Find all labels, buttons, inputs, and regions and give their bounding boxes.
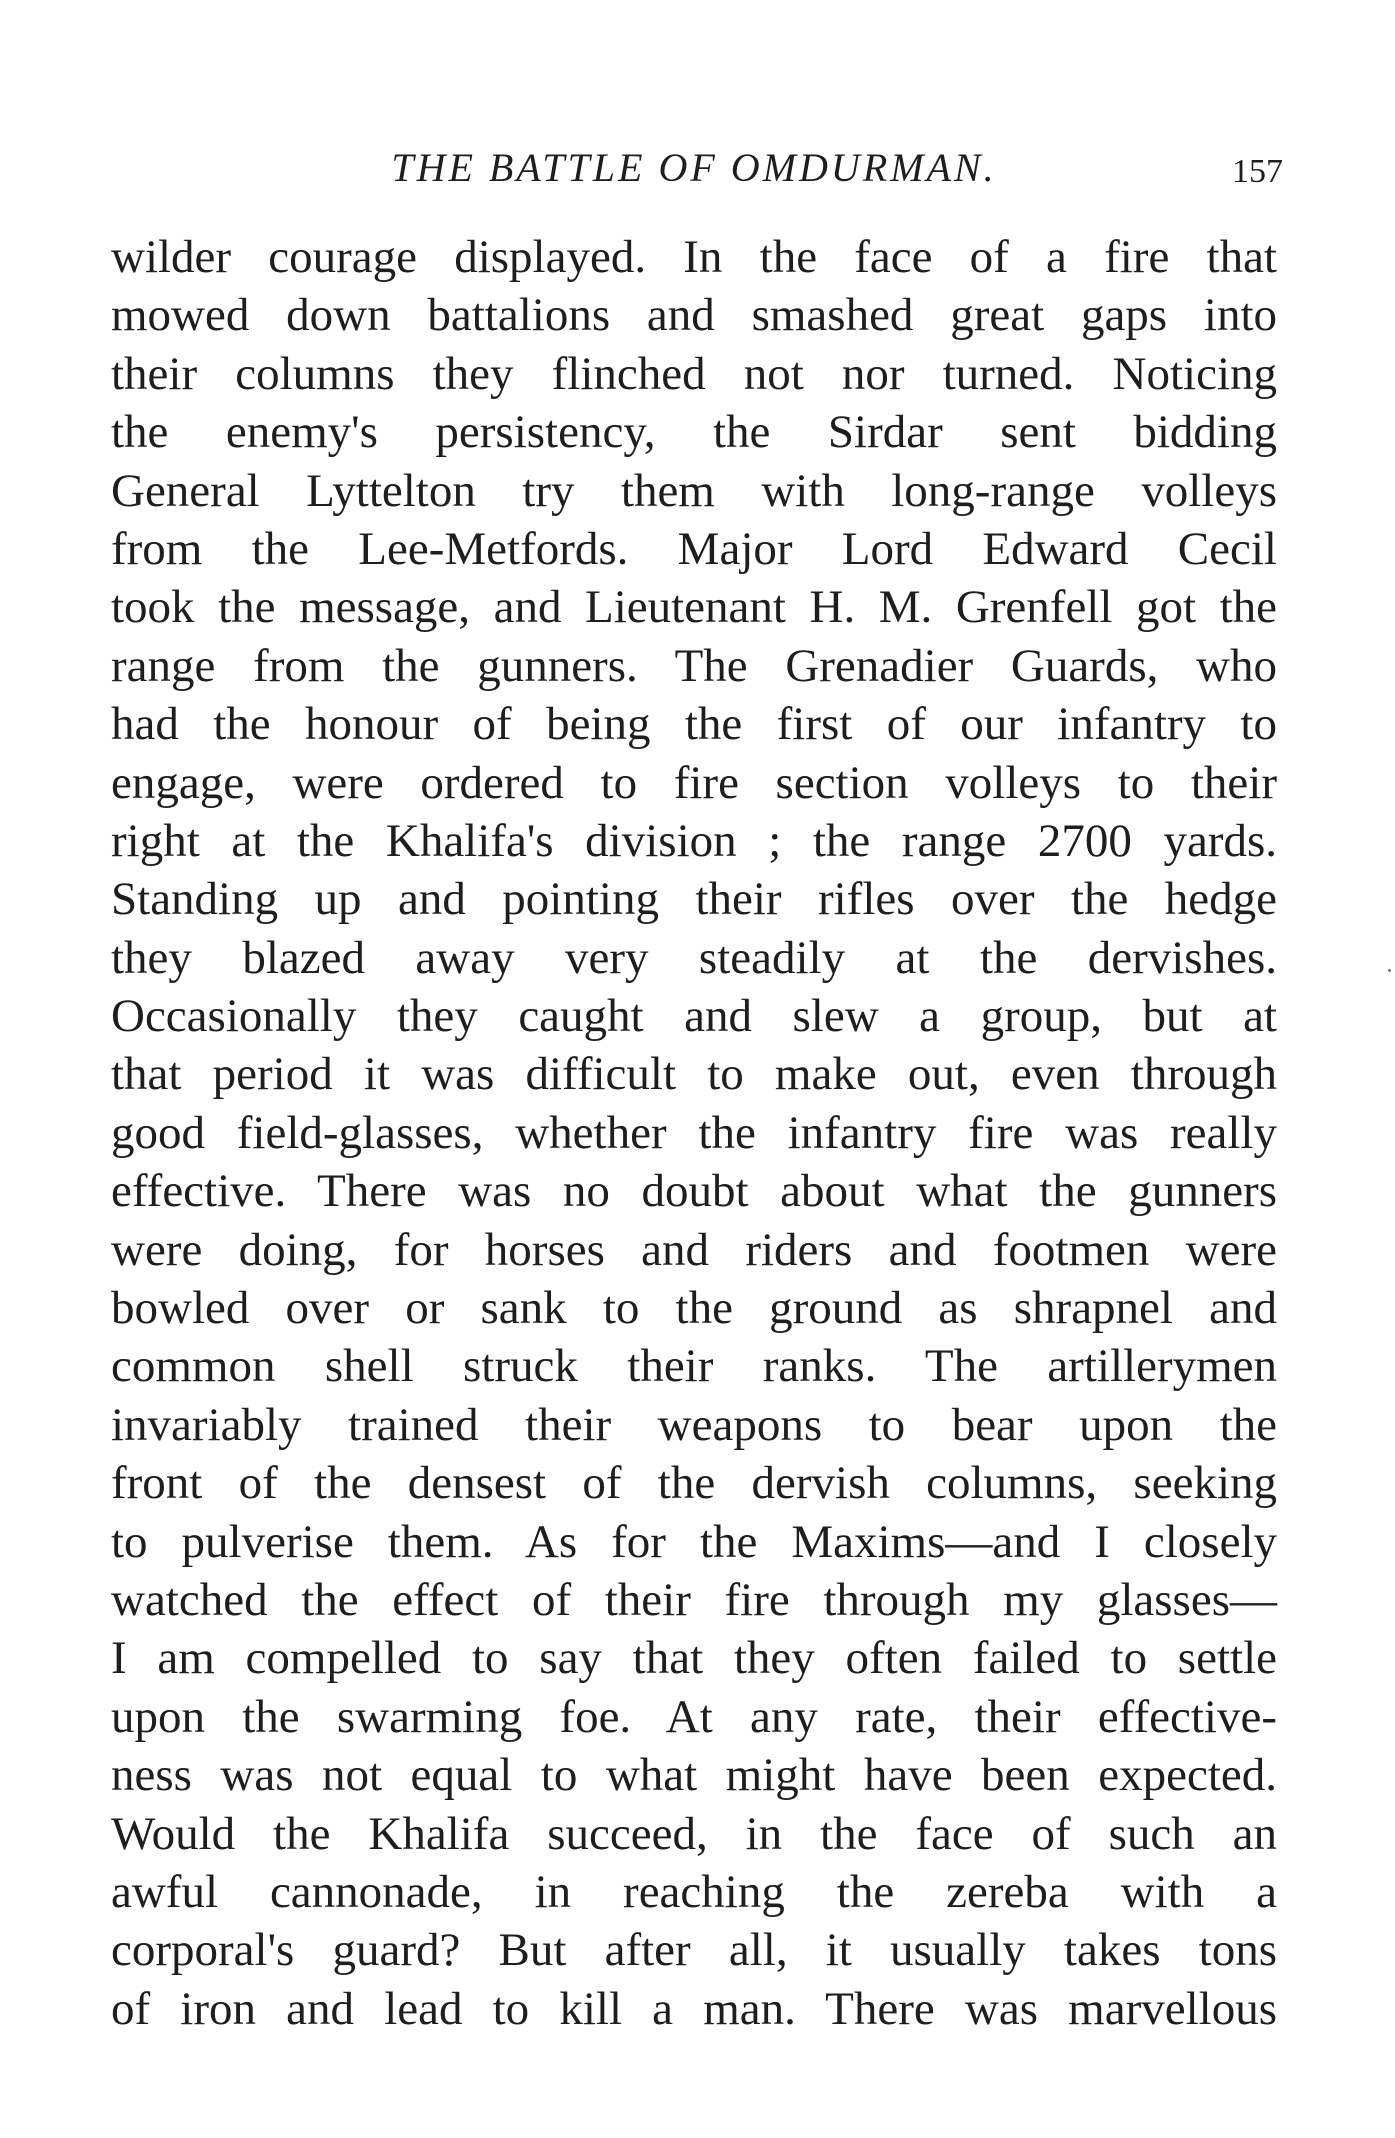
text-line: invariably trained their weapons to bear upon the <box>111 1398 1277 1451</box>
text-line: their columns they flinched not nor turned. Noticing <box>111 347 1277 400</box>
text-line: General Lyttelton try them with long-range volleys <box>111 464 1277 517</box>
text-line: awful cannonade, in reaching the zereba with a <box>111 1865 1277 1918</box>
text-line: they blazed away very steadily at the dervishes. <box>111 931 1277 984</box>
text-line: right at the Khalifa's division ; the range 2700 yards. <box>111 814 1277 867</box>
text-line: were doing, for horses and riders and footmen were <box>111 1223 1277 1276</box>
text-line: watched the effect of their fire through my glasses— <box>111 1573 1277 1626</box>
text-line: wilder courage displayed. In the face of a fire that <box>111 231 1277 283</box>
text-line: front of the densest of the dervish columns, seeking <box>111 1457 1277 1510</box>
text-line: had the honour of being the first of our infantry to <box>111 698 1277 751</box>
running-head <box>111 138 1283 198</box>
text-line: Would the Khalifa succeed, in the face of such an <box>111 1807 1277 1860</box>
text-line: I am compelled to say that they often failed to settle <box>111 1632 1277 1685</box>
body-text <box>111 228 1277 2038</box>
text-line: upon the swarming foe. At any rate, their effective- <box>111 1690 1277 1743</box>
text-line: Standing up and pointing their rifles over the hedge <box>111 873 1277 926</box>
text-line: corporal's guard? But after all, it usually takes tons <box>111 1924 1277 1977</box>
page-number: 157 <box>1232 153 1283 190</box>
text-line: from the Lee-Metfords. Major Lord Edward Cecil <box>111 522 1277 575</box>
text-line: range from the gunners. The Grenadier Guards, who <box>111 639 1277 692</box>
text-line: good field-glasses, whether the infantry fire was really <box>111 1106 1277 1159</box>
text-line: of iron and lead to kill a man. There was marvellous <box>111 1982 1277 2035</box>
scan-speck <box>1388 969 1391 972</box>
text-line: effective. There was no doubt about what the gunners <box>111 1165 1277 1218</box>
running-title: THE BATTLE OF OMDURMAN. <box>391 145 997 190</box>
text-line: mowed down battalions and smashed great gaps into <box>111 289 1277 342</box>
text-line: the enemy's persistency, the Sirdar sent bidding <box>111 406 1277 459</box>
text-line: that period it was difficult to make out, even through <box>111 1048 1277 1101</box>
text-line: bowled over or sank to the ground as shrapnel and <box>111 1282 1277 1335</box>
text-line: engage, were ordered to fire section volleys to their <box>111 756 1277 809</box>
text-line: to pulverise them. As for the Maxims—and I closely <box>111 1515 1277 1568</box>
text-line: common shell struck their ranks. The artillerymen <box>111 1340 1277 1393</box>
text-line: ness was not equal to what might have been expected. <box>111 1749 1277 1802</box>
text-line: Occasionally they caught and slew a group, but at <box>111 990 1277 1043</box>
text-line: took the message, and Lieutenant H. M. Grenfell got the <box>111 581 1277 634</box>
